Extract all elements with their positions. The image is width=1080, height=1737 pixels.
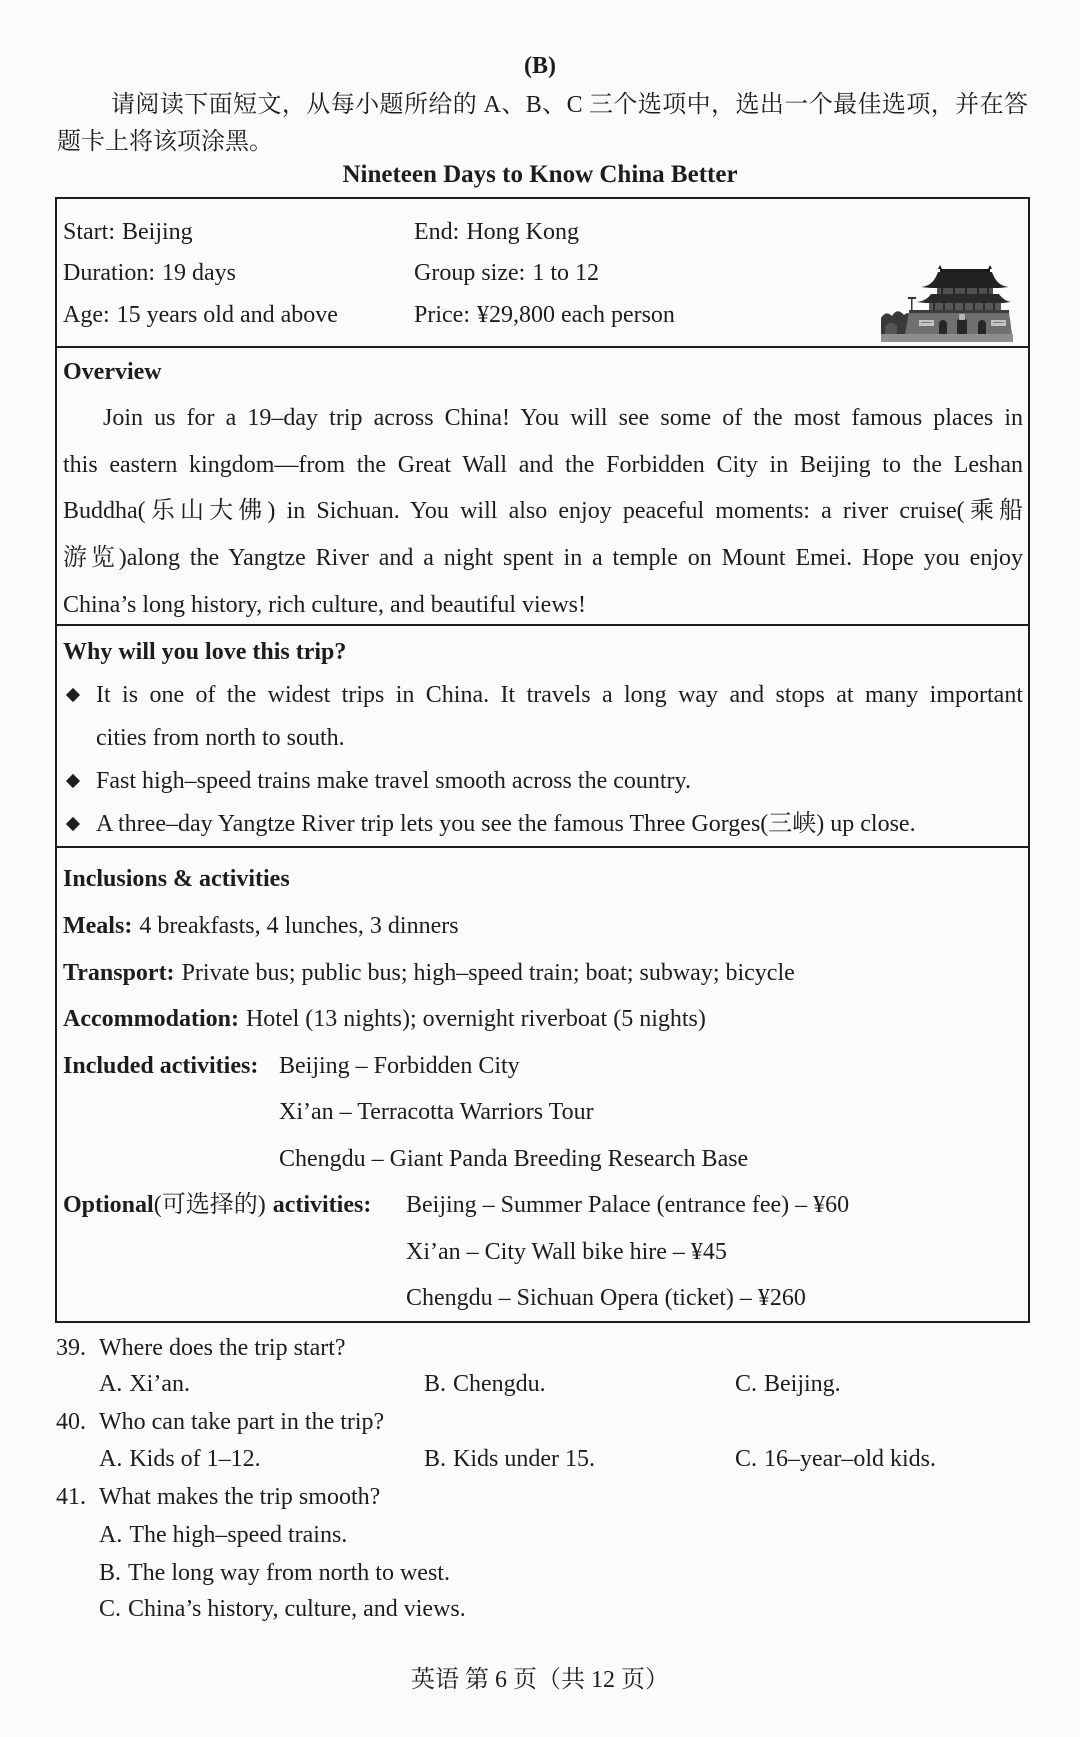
section-label: (B): [524, 53, 556, 79]
end-label: End:: [414, 219, 460, 245]
option-letter: C.: [99, 1596, 122, 1622]
activity-item: Beijing – Summer Palace (entrance fee) – ¥60: [406, 1192, 850, 1218]
activity-item: Chengdu – Giant Panda Breeding Research Base: [279, 1146, 749, 1172]
option-letter: A.: [99, 1522, 123, 1548]
diamond-bullet-icon: [66, 817, 80, 831]
option-letter: B.: [424, 1446, 447, 1472]
option-text: Kids of 1–12.: [129, 1446, 261, 1472]
overview-section: [57, 347, 1028, 625]
page-footer: 英语 第 6 页（共 12 页）: [411, 1667, 669, 1693]
group-size-label: Group size:: [414, 260, 526, 286]
overview-line: 游览)along the Yangtze River and a night spent in a temple on Mount Emei. Hope you enjoy: [63, 545, 1023, 571]
option-text: Xi’an.: [129, 1371, 190, 1397]
meals-label: Meals:: [63, 913, 133, 939]
activity-item: Chengdu – Sichuan Opera (ticket) – ¥260: [406, 1285, 806, 1311]
option-letter: A.: [99, 1446, 123, 1472]
start-label: Start:: [63, 219, 115, 245]
price-value: ¥29,800 each person: [476, 302, 675, 328]
gate-tower: [917, 265, 1011, 310]
question-number: 40.: [56, 1409, 86, 1435]
itinerary-box: [55, 197, 1030, 1323]
overview-line: Buddha(乐山大佛) in Sichuan. You will also enjoy peaceful moments: a river cruise(乘船: [63, 498, 1023, 524]
option-a: [99, 1520, 347, 1550]
question-number: 41.: [56, 1484, 86, 1510]
bullet-line: Fast high–speed trains make travel smooth across the country.: [96, 768, 691, 794]
meals-value: 4 breakfasts, 4 lunches, 3 dinners: [139, 913, 459, 939]
option-c: [99, 1594, 466, 1624]
question-number: 39.: [56, 1335, 86, 1361]
end-value: Hong Kong: [466, 219, 579, 245]
overview-line: this eastern kingdom—from the Great Wall and the Forbidden City in Beijing to the Leshan: [63, 452, 1023, 478]
accommodation-row: [63, 1004, 706, 1034]
bullet-line: A three–day Yangtze River trip lets you see the famous Three Gorges(三峡) up close.: [96, 811, 916, 837]
included-activities: [57, 1051, 1028, 1174]
transport-label: Transport:: [63, 960, 175, 986]
bullet-line: cities from north to south.: [96, 725, 345, 751]
overview-line: Join us for a 19–day trip across China! You will see some of the most famous places in: [103, 405, 1023, 431]
option-text: Chengdu.: [453, 1371, 546, 1397]
start-value: Beijing: [122, 219, 193, 245]
option-text: 16–year–old kids.: [764, 1446, 936, 1472]
diamond-bullet-icon: [66, 688, 80, 702]
activity-item: Xi’an – Terracotta Warriors Tour: [279, 1099, 594, 1125]
question-stem: Where does the trip start?: [99, 1335, 346, 1361]
question-stem: What makes the trip smooth?: [99, 1484, 381, 1510]
inclusions-section: [57, 847, 1028, 1321]
optional-activities: [57, 1190, 1028, 1313]
option-letter: C.: [735, 1371, 758, 1397]
option-letter: B.: [99, 1560, 122, 1586]
option-a: [99, 1369, 190, 1399]
duration-field: [63, 258, 236, 288]
inclusions-heading: Inclusions & activities: [63, 866, 290, 892]
activity-item: Xi’an – City Wall bike hire – ¥45: [406, 1239, 727, 1265]
activity-item: Beijing – Forbidden City: [279, 1053, 520, 1079]
group-size-value: 1 to 12: [532, 260, 599, 286]
bullet-item: [57, 766, 1028, 796]
option-c: [735, 1369, 841, 1399]
option-b: [424, 1369, 546, 1399]
option-text: The high–speed trains.: [129, 1522, 348, 1548]
why-section: [57, 625, 1028, 847]
age-label: Age:: [63, 302, 110, 328]
accommodation-value: Hotel (13 nights); overnight riverboat (5 nights): [245, 1006, 706, 1032]
gate-wall: [905, 310, 1012, 334]
option-letter: C.: [735, 1446, 758, 1472]
option-a: [99, 1444, 261, 1474]
question-stem: Who can take part in the trip?: [99, 1409, 385, 1435]
age-field: [63, 300, 338, 330]
option-c: [735, 1444, 936, 1474]
why-heading: Why will you love this trip?: [63, 639, 347, 665]
optional-activities-label: [63, 1190, 371, 1220]
option-text: The long way from north to west.: [128, 1560, 450, 1586]
option-b: [99, 1558, 450, 1588]
accommodation-label: Accommodation:: [63, 1006, 239, 1032]
diamond-bullet-icon: [66, 774, 80, 788]
bullet-item: [57, 680, 1028, 753]
optional-label-zh: (可选择的): [153, 1192, 266, 1218]
optional-label-en: Optional: [63, 1192, 154, 1218]
end-field: [414, 217, 579, 247]
included-activities-label: Included activities:: [63, 1053, 259, 1079]
bullet-item: [57, 809, 1028, 839]
trip-info-section: [57, 199, 1028, 347]
option-letter: B.: [424, 1371, 447, 1397]
option-b: [424, 1444, 595, 1474]
price-field: [414, 300, 675, 330]
option-text: Beijing.: [764, 1371, 841, 1397]
option-text: China’s history, culture, and views.: [128, 1596, 466, 1622]
start-field: [63, 217, 193, 247]
question-39: [0, 1333, 1080, 1399]
age-value: 15 years old and above: [116, 302, 338, 328]
question-40: [0, 1407, 1080, 1474]
duration-label: Duration:: [63, 260, 155, 286]
overview-line: China’s long history, rich culture, and beautiful views!: [63, 592, 586, 618]
optional-label-suffix: activities:: [272, 1192, 372, 1218]
transport-row: [63, 958, 795, 988]
bullet-line: It is one of the widest trips in China. It travels a long way and stops at many important: [96, 682, 1023, 708]
group-size-field: [414, 258, 599, 288]
price-label: Price:: [414, 302, 470, 328]
transport-value: Private bus; public bus; high–speed train; boat; subway; bicycle: [181, 960, 795, 986]
option-text: Kids under 15.: [453, 1446, 595, 1472]
instructions-line: 题卡上将该项涂黑。: [57, 129, 273, 155]
question-41: [0, 1482, 1080, 1624]
overview-heading: Overview: [63, 359, 162, 385]
tiananmen-illustration: [881, 260, 1013, 342]
passage-title: Nineteen Days to Know China Better: [342, 161, 738, 188]
meals-row: [63, 911, 459, 941]
option-letter: A.: [99, 1371, 123, 1397]
duration-value: 19 days: [161, 260, 236, 286]
instructions-line: 请阅读下面短文，从每小题所给的 A、B、C 三个选项中，选出一个最佳选项，并在答: [111, 92, 1028, 118]
